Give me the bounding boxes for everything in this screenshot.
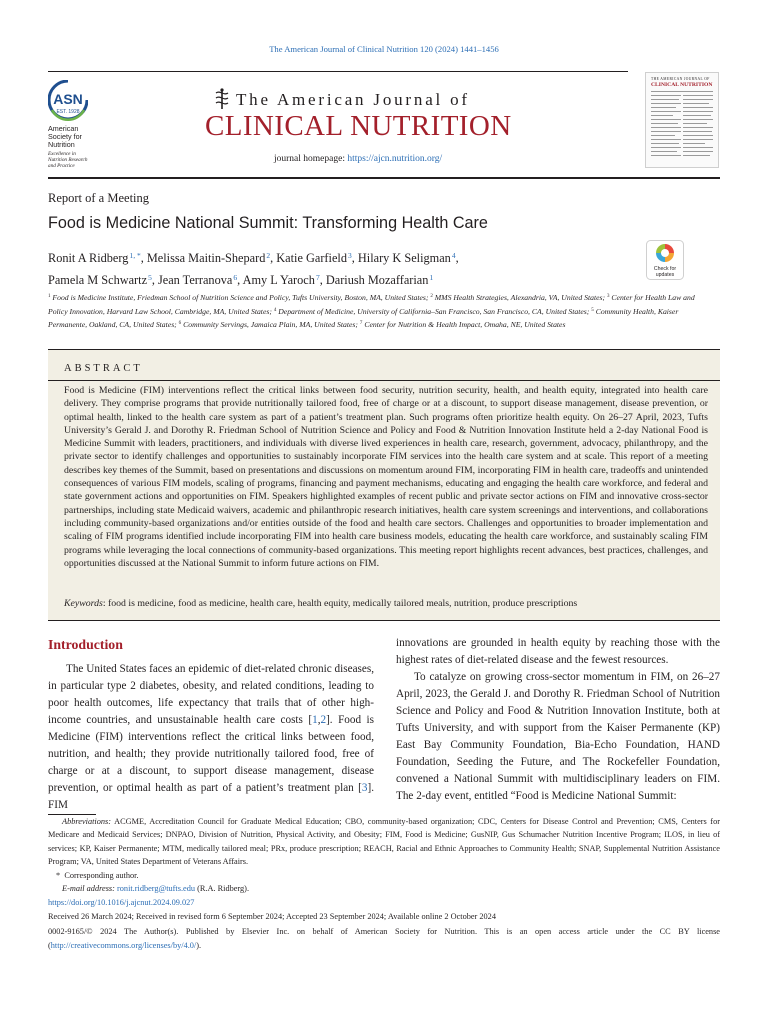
intro-paragraph-continued: innovations are grounded in health equity by reaching those with the highest rates of diet-related disease and the fewest resources. <box>396 637 720 666</box>
affiliation-number: 6 <box>178 321 182 327</box>
author-affil-sup[interactable]: 6 <box>233 273 238 282</box>
author-name[interactable]: Amy L Yaroch <box>242 273 315 287</box>
abbreviations-text: ACGME, Accreditation Council for Graduate Medical Education; CBO, community-based organization; CDC, Centers for Disease Control and Prevention; CMS, Centers for Medicare and Medicaid Services; DNPAO, Division of Nutrition, Physical Activity, and Obesity; FIM, Food is Medicine; GusNIP, Gus Schumacher Nutrition Incentive Program; ILOS, in lieu of services; KP, Kaiser Permanente; MTM, medically tailored meal; PRx, produce prescription; REACH, Racial and Ethnic Approaches to Community Health; SNAP, Supplemental Nutrition Assistance Program; VA, United States Department of Veterans Affairs. <box>48 817 720 867</box>
abbreviations-footnote <box>48 815 720 869</box>
body-column-right <box>396 635 720 805</box>
journal-cover-thumbnail[interactable] <box>645 72 719 168</box>
intro-text: The United States faces an epidemic of diet-related chronic diseases, in particular type 2 diabetes, obesity, and related conditions, leading to poor health outcomes, life expectancy that trails that of other high-income countries, and unsustainable health care costs [ <box>48 663 374 726</box>
asn-logo-icon <box>48 80 88 124</box>
section-heading-introduction: Introduction <box>48 637 123 652</box>
affiliation-number: 4 <box>273 307 277 313</box>
affiliation-text: Food is Medicine Institute, Friedman School of Nutrition Science and Policy, Tufts University, Boston, MA, United States; <box>52 293 431 302</box>
author-separator: , <box>319 273 326 287</box>
asn-tagline-line: Nutrition Research <box>48 157 88 163</box>
citation-ref[interactable]: 3 <box>361 782 368 794</box>
author-affil-sup[interactable]: 5 <box>148 273 152 282</box>
asn-tagline-line: Excellence in <box>48 151 76 157</box>
footnotes <box>48 815 720 895</box>
intro-paragraph: To catalyze on growing cross-sector momentum in FIM, on 26–27 April, 2023, the Gerald J. and Dorothy R. Friedman School of Nutrition Science and Policy and Food & Nutrition Innovation Institute, both at Tufts University, and with support from the Kaiser Permanente (KP) East Bay Community Foundation, Bia-Echo Foundation, HAND Foundation, Seeding the Future, and The Rockefeller Foundation, convened a National Summit with multidisciplinary leaders on FIM. The 2-day event, entitled “Food is Medicine National Summit: <box>396 671 720 802</box>
citation-ref[interactable]: 2 <box>320 714 327 726</box>
author-name[interactable]: Ronit A Ridberg <box>48 251 129 265</box>
author-separator: , <box>455 251 459 265</box>
affiliation-number: 7 <box>359 321 363 327</box>
citation-separator: , <box>317 714 321 726</box>
affiliation-text: Department of Medicine, University of California–San Francisco, San Francisco, CA, United States; <box>278 306 592 316</box>
keywords-list: : food is medicine, food as medicine, health care, health equity, medically tailored meals, nutrition, produce prescriptions <box>102 598 578 609</box>
author-separator: , <box>237 273 243 287</box>
corresponding-footnote <box>48 869 720 882</box>
author-separator: , <box>151 273 158 287</box>
asn-logo-est: EST. 1928 <box>56 109 80 115</box>
intro-text: ]. Food is Medicine (FIM) interventions reflect the critical links between food, nutrition, and health; they provide nutritionally tailored food, free of charge or at a discount, to support disease management, disease prevention, or optimal health as part of a patient’s treatment plan [ <box>48 714 374 794</box>
corresponding-text: Corresponding author. <box>64 870 139 880</box>
email-link[interactable]: ronit.ridberg@tufts.edu <box>117 884 196 894</box>
author-separator: , <box>140 251 147 265</box>
journal-citation: The American Journal of Clinical Nutrition 120 (2024) 1441–1456 <box>269 44 499 54</box>
check-for-updates-icon[interactable] <box>646 240 684 280</box>
affiliation-number: 1 <box>48 294 51 299</box>
affiliation-text: Center for Nutrition & Health Impact, Omaha, NE, United States <box>364 320 566 330</box>
affiliation-text: Community Servings, Jamaica Plain, MA, United States; <box>183 320 360 330</box>
author-name[interactable]: Pamela M Schwartz <box>48 273 148 287</box>
license-text: 0002-9165/© 2024 The Author(s). Published by Elsevier Inc. on behalf of American Society for Nutrition. This is an open access article under the CC BY license ( <box>48 927 720 950</box>
author-name[interactable]: Melissa Maitin-Shepard <box>146 251 266 265</box>
check-for-updates-line1: Check for <box>653 266 677 272</box>
author-affil-sup[interactable]: 1, * <box>129 251 141 260</box>
abstract-heading: ABSTRACT <box>64 363 143 374</box>
affiliation-text: MMS Health Strategies, Alexandria, VA, United States; <box>434 293 607 302</box>
keywords <box>64 598 708 609</box>
affiliations <box>48 291 708 332</box>
affiliation-text: Community Health, Kaiser Permanente, Oakland, CA, United States; <box>48 306 679 330</box>
received-dates: Received 26 March 2024; Received in revised form 6 September 2024; Accepted 23 September 2024; Available online 2 October 2024 <box>48 912 496 921</box>
affiliation-number: 2 <box>430 294 433 299</box>
affiliation-number: 3 <box>607 294 610 299</box>
header-top-rule <box>48 71 628 72</box>
asn-tagline-line: and Practice <box>48 163 75 169</box>
author-affil-sup[interactable]: 4 <box>451 251 456 260</box>
header-bottom-rule <box>48 177 720 179</box>
citation-ref[interactable]: 1 <box>312 714 318 726</box>
asn-name <box>48 125 82 150</box>
caduceus-icon <box>211 88 233 110</box>
asn-name-line: American <box>48 124 79 133</box>
author-affil-sup[interactable]: 2 <box>266 251 271 260</box>
journal-homepage <box>274 154 442 164</box>
email-suffix: (R.A. Ridberg). <box>195 884 250 894</box>
asn-name-line: Society for <box>48 132 82 142</box>
license-end: ). <box>196 940 202 950</box>
author-list <box>48 246 618 290</box>
author-separator: , <box>351 251 358 265</box>
affiliation-number: 5 <box>591 307 594 313</box>
author-name[interactable]: Hilary K Seligman <box>357 251 451 265</box>
intro-paragraph <box>48 661 374 814</box>
journal-title-top: The American Journal of <box>236 90 470 109</box>
asn-name-line: Nutrition <box>48 140 75 150</box>
check-for-updates-line2: updates <box>655 272 675 278</box>
author-affil-sup[interactable]: 3 <box>348 251 352 260</box>
cover-main-line: CLINICAL NUTRITION <box>651 82 713 88</box>
abbreviations-label: Abbreviations: <box>62 817 112 826</box>
author-name[interactable]: Jean Terranova <box>157 273 233 287</box>
homepage-label: journal homepage: <box>274 154 348 164</box>
author-affil-sup[interactable]: 7 <box>315 273 320 282</box>
author-affil-sup[interactable]: 1 <box>429 273 434 282</box>
email-label: E-mail address: <box>62 884 115 894</box>
cover-top-line: THE AMERICAN JOURNAL OF <box>651 77 710 81</box>
intro-text: ]. FIM <box>48 782 374 811</box>
author-separator: , <box>270 251 277 265</box>
author-name[interactable]: Dariush Mozaffarian <box>325 273 429 287</box>
doi-link[interactable]: https://doi.org/10.1016/j.ajcnut.2024.09.027 <box>48 898 195 907</box>
homepage-link[interactable]: https://ajcn.nutrition.org/ <box>347 154 443 164</box>
license-link[interactable]: http://creativecommons.org/licenses/by/4.0/ <box>50 940 197 950</box>
author-name[interactable]: Katie Garfield <box>276 251 347 265</box>
asterisk-icon: * <box>56 870 61 880</box>
email-footnote <box>48 882 720 895</box>
article-type: Report of a Meeting <box>48 191 150 205</box>
keywords-label: Keywords <box>64 598 103 609</box>
journal-title-main: CLINICAL NUTRITION <box>205 110 512 142</box>
affiliation-text: Center for Health Law and Policy Innovation, Harvard Law School, Cambridge, MA, United States; <box>48 293 695 316</box>
asn-logo-text: ASN <box>53 91 83 107</box>
abstract-rule <box>48 380 720 381</box>
license-statement <box>48 925 720 952</box>
asn-tagline <box>48 151 87 169</box>
body-column-left <box>48 661 374 814</box>
abstract-text: Food is Medicine (FIM) interventions reflect the critical links between food security, nutrition security, health, and health equity, integrated into health care delivery. They comprise programs that provide nutritionally tailored food, free of charge or at a discount, to support disease management, disease prevention, or optimal health, linked to the health care system as part of a patient’s treatment plan. Such programs often prioritize health equity. On 26–27 April, 2023, Tufts University’s Gerald J. and Dorothy R. Friedman School of Nutrition Science and Policy and Food & Nutrition Innovation Institute held a 2-day National Food is Medicine Summit with leaders, practitioners, and individuals with diverse lived experiences in health care, research, government, advocacy, philanthropy, and the private sector to identify challenges and opportunities to sustainably incorporate FIM services into the health care system and at scale. This report of a meeting describes key themes of the Summit, based on presentations and discussions on momentum around FIM, incorporating FIM in health care, tradeoffs and unintended consequences of various FIM models, scaling of programs, financing and payment mechanisms, educating and engaging the health care workforce, and federal and state government actions and opportunities on FIM. Speakers highlighted examples of recent public and private sector actions on FIM and innovative cross-sector partnerships, including state Medicaid waivers, academic and philanthropic research initiatives, health care system screenings and interventions, and collaborations including community-based organizations and/or entities outside of the food and health care sectors. Challenges and opportunities to broader implementation and scaling of FIM programs identified include incorporating FIM into health care business models, educating the health care workforce, and sustainably scaling FIM programs while leveraging the local connections of community-based organizations. This meeting report highlights recent advances, best practices, challenges, and opportunities discussed at the National Summit to inform future actions on FIM. <box>64 385 708 569</box>
article-title: Food is Medicine National Summit: Transforming Health Care <box>48 214 488 232</box>
